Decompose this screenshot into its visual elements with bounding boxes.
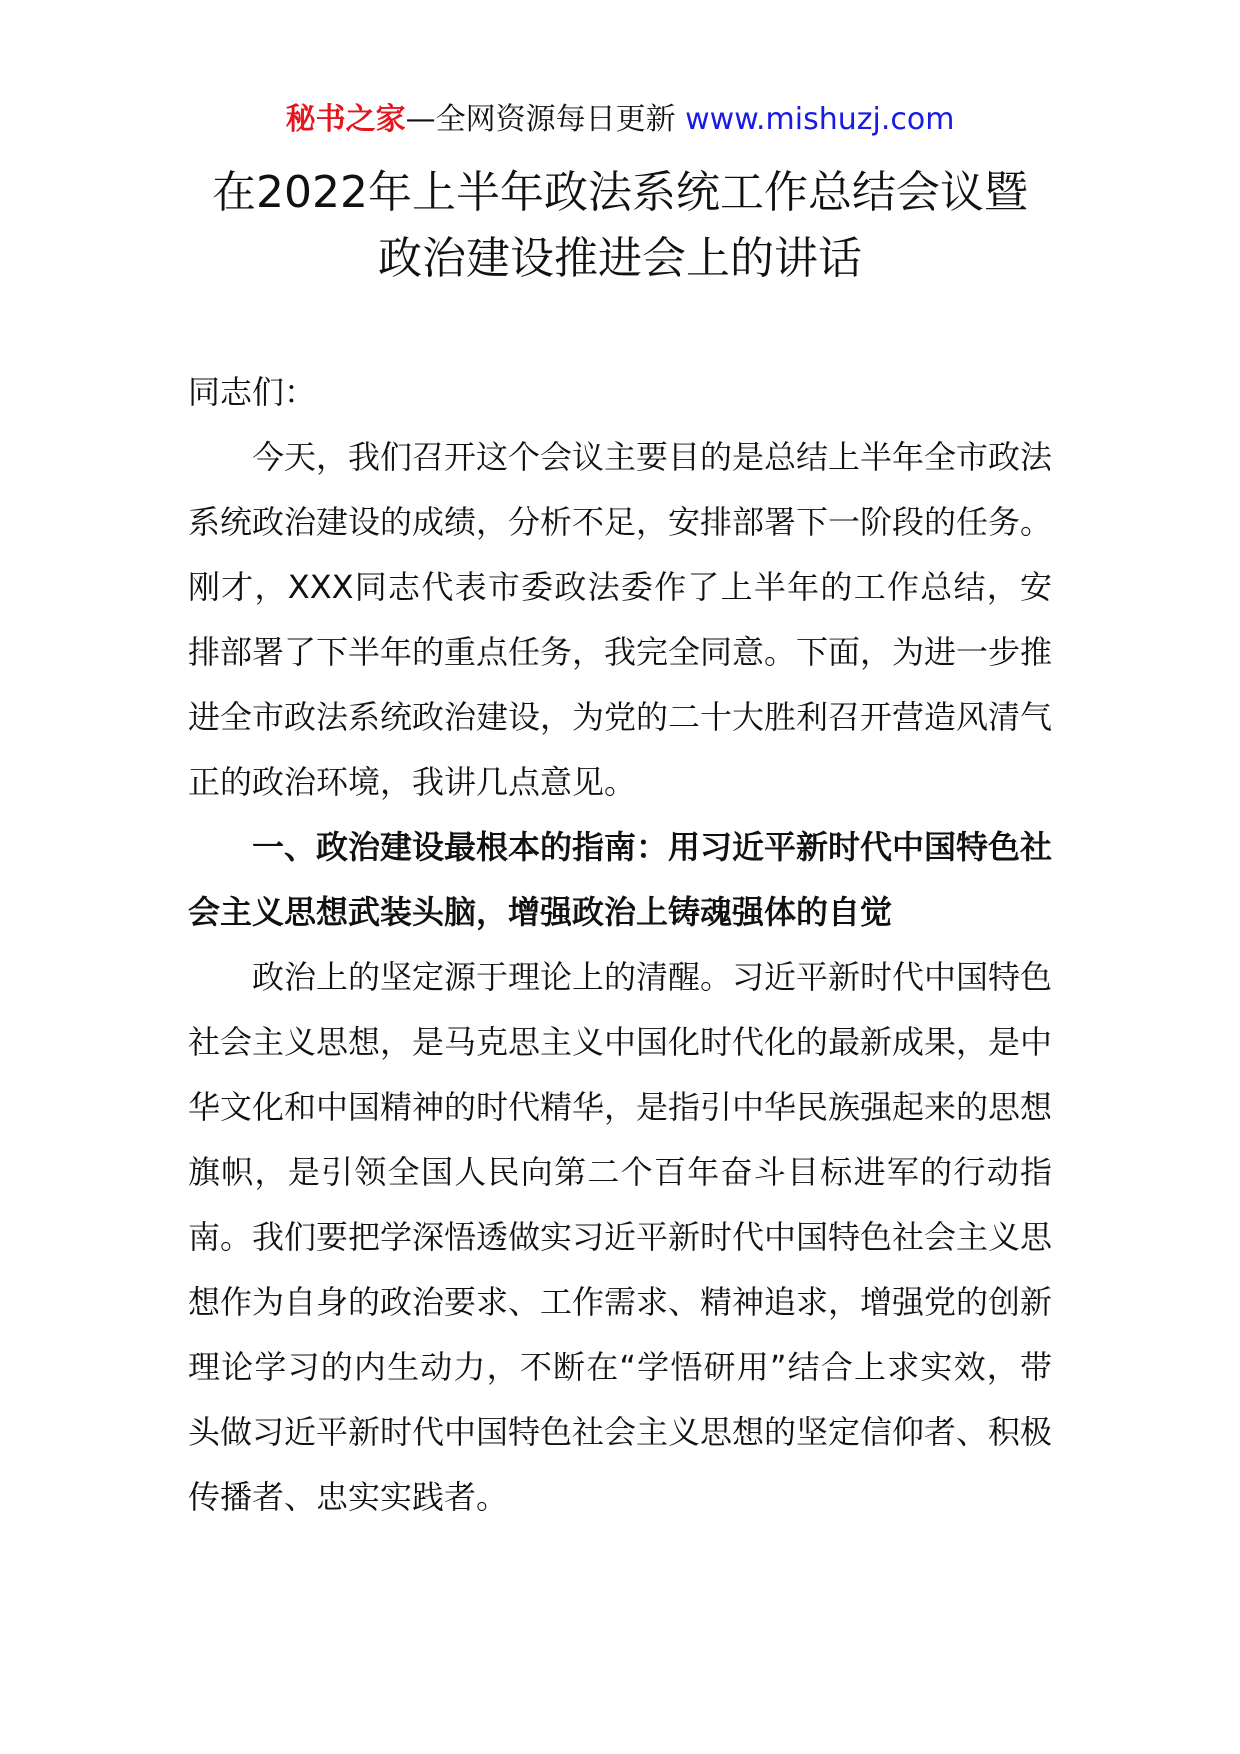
site-header bbox=[0, 100, 1240, 140]
document-title bbox=[0, 160, 1240, 292]
section-heading-1: 一、政治建设最根本的指南：用习近平新时代中国特色社会主义思想武装头脑，增强政治上铸魂强体的自觉 bbox=[188, 828, 1053, 931]
salutation: 同志们： bbox=[188, 373, 317, 411]
paragraph-section-1: 政治上的坚定源于理论上的清醒。习近平新时代中国特色社会主义思想，是马克思主义中国化时代化的最新成果，是中华文化和中国精神的时代精华，是指引中华民族强起来的思想旗帜，是引领全国人民向第二个百年奋斗目标进军的行动指南。我们要把学深悟透做实习近平新时代中国特色社会主义思想作为自身的政治要求、工作需求、精神追求，增强党的创新理论学习的内生动力，不断在“学悟研用”结合上求实效，带头做习近平新时代中国特色社会主义思想的坚定信仰者、积极传播者、忠实实践者。 bbox=[188, 958, 1053, 1516]
title-line-2: 政治建设推进会上的讲话 bbox=[378, 233, 862, 284]
site-tagline: —全网资源每日更新 bbox=[405, 102, 686, 137]
paragraph-intro: 今天，我们召开这个会议主要目的是总结上半年全市政法系统政治建设的成绩，分析不足，安排部署下一阶段的任务。刚才，XXX同志代表市委政法委作了上半年的工作总结，安排部署了下半年的重点任务，我完全同意。下面，为进一步推进全市政法系统政治建设，为党的二十大胜利召开营造风清气正的政治环境，我讲几点意见。 bbox=[188, 438, 1053, 801]
site-url-link[interactable]: www.mishuzj.com bbox=[685, 102, 955, 137]
site-name: 秘书之家 bbox=[285, 102, 406, 137]
title-line-1: 在2022年上半年政法系统工作总结会议暨 bbox=[212, 167, 1028, 218]
document-body bbox=[188, 360, 1052, 1530]
